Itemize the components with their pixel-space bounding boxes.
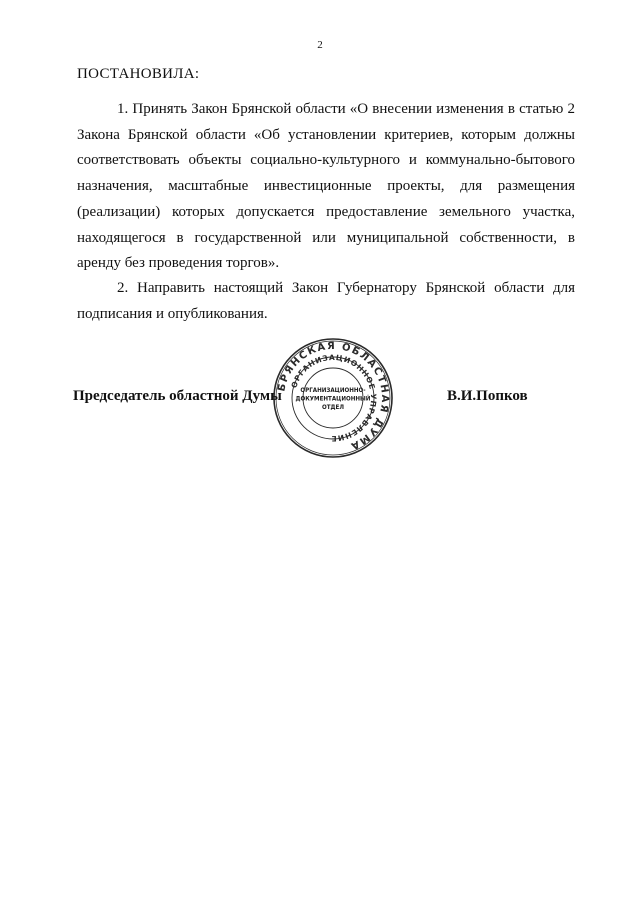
seal-inner-line-3: ОТДЕЛ — [322, 404, 344, 411]
paragraph-2: 2. Направить настоящий Закон Губернатору Брянской области для подписания и опубликования. — [77, 280, 575, 322]
seal-inner-line-2: ДОКУМЕНТАЦИОННЫЙ — [295, 395, 371, 403]
paragraph-1: 1. Принять Закон Брянской области «О внесении изменения в статью 2 Закона Брянской области «Об установлении критериев, которым должны соответствовать объекты социально-культурного и коммунально-бытового назначения, масштабные инвестиционные проекты, для размещения (реализации) которых допускается предоставление земельного участка, находящегося в государственной или муниципальной собственности, в аренду без проведения торгов». — [77, 101, 575, 272]
signatory-title: Председатель областной Думы — [73, 388, 282, 404]
seal-outer-text: БРЯНСКАЯ ОБЛАСТНАЯ ДУМА — [276, 340, 391, 452]
page-number: 2 — [317, 39, 323, 51]
seal-middle-text: ОРГАНИЗАЦИОННОЕ УПРАВЛЕНИЕ — [289, 352, 379, 444]
signature-block — [0, 388, 640, 418]
signatory-name: В.И.Попков — [447, 388, 528, 404]
seal-inner-line-1: ОРГАНИЗАЦИОННО- — [300, 387, 366, 394]
resolution-heading: ПОСТАНОВИЛА: — [77, 66, 200, 82]
